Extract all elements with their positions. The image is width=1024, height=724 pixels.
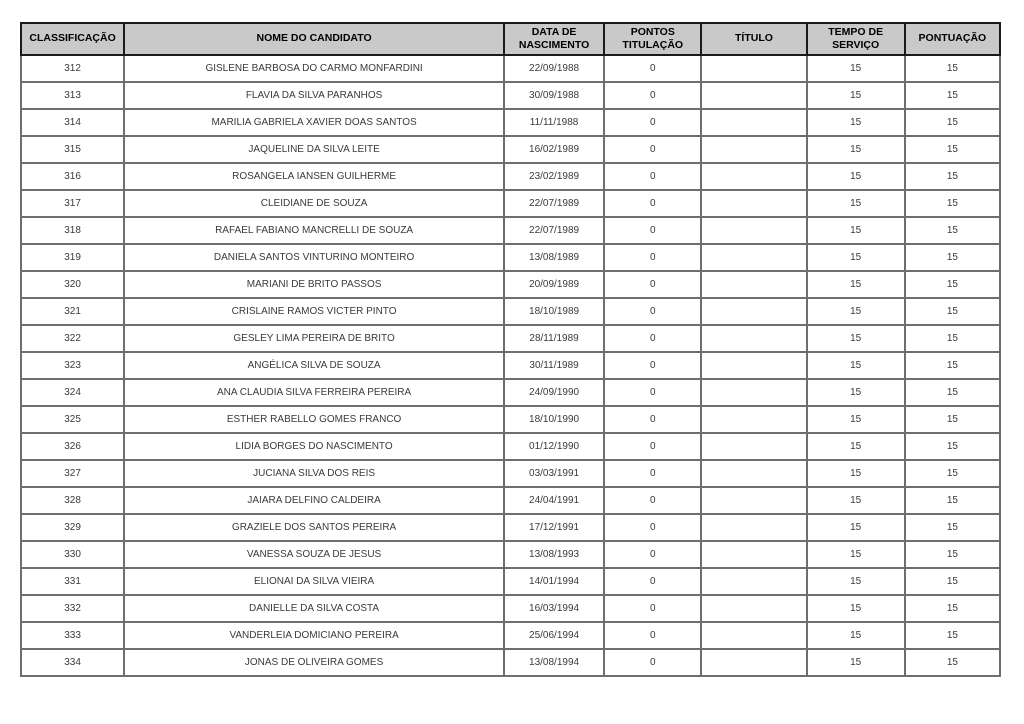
cell-tempo_servico: 15 (807, 379, 905, 406)
cell-tempo_servico: 15 (807, 190, 905, 217)
header-row (21, 23, 1000, 55)
cell-tempo_servico: 15 (807, 55, 905, 82)
cell-tempo_servico: 15 (807, 514, 905, 541)
cell-classificacao: 321 (21, 298, 124, 325)
cell-titulo (701, 82, 806, 109)
cell-data_nascimento: 20/09/1989 (504, 271, 604, 298)
cell-titulo (701, 109, 806, 136)
cell-pontuacao: 15 (905, 190, 1000, 217)
column-header-classificacao: CLASSIFICAÇÃO (21, 23, 124, 55)
cell-pontos_titulacao: 0 (604, 298, 701, 325)
table-row (21, 136, 1000, 163)
column-header-nome: NOME DO CANDIDATO (124, 23, 504, 55)
table-row (21, 622, 1000, 649)
cell-pontos_titulacao: 0 (604, 82, 701, 109)
cell-tempo_servico: 15 (807, 136, 905, 163)
cell-data_nascimento: 23/02/1989 (504, 163, 604, 190)
cell-tempo_servico: 15 (807, 217, 905, 244)
cell-tempo_servico: 15 (807, 622, 905, 649)
cell-classificacao: 314 (21, 109, 124, 136)
cell-pontuacao: 15 (905, 217, 1000, 244)
column-header-pontuacao: PONTUAÇÃO (905, 23, 1000, 55)
ranking-table-container (20, 22, 1001, 677)
cell-pontuacao: 15 (905, 541, 1000, 568)
cell-classificacao: 318 (21, 217, 124, 244)
cell-pontos_titulacao: 0 (604, 163, 701, 190)
cell-data_nascimento: 22/09/1988 (504, 55, 604, 82)
cell-tempo_servico: 15 (807, 163, 905, 190)
cell-classificacao: 326 (21, 433, 124, 460)
cell-pontuacao: 15 (905, 244, 1000, 271)
table-row (21, 271, 1000, 298)
column-header-titulo: TÍTULO (701, 23, 806, 55)
cell-pontuacao: 15 (905, 352, 1000, 379)
cell-pontuacao: 15 (905, 406, 1000, 433)
cell-titulo (701, 298, 806, 325)
cell-titulo (701, 541, 806, 568)
cell-nome: RAFAEL FABIANO MANCRELLI DE SOUZA (124, 217, 504, 244)
cell-tempo_servico: 15 (807, 460, 905, 487)
cell-pontos_titulacao: 0 (604, 352, 701, 379)
cell-nome: DANIELLE DA SILVA COSTA (124, 595, 504, 622)
cell-nome: GESLEY LIMA PEREIRA DE BRITO (124, 325, 504, 352)
cell-tempo_servico: 15 (807, 433, 905, 460)
cell-pontos_titulacao: 0 (604, 379, 701, 406)
cell-pontos_titulacao: 0 (604, 595, 701, 622)
cell-classificacao: 313 (21, 82, 124, 109)
cell-pontuacao: 15 (905, 163, 1000, 190)
cell-titulo (701, 55, 806, 82)
cell-titulo (701, 190, 806, 217)
cell-nome: JONAS DE OLIVEIRA GOMES (124, 649, 504, 676)
cell-pontuacao: 15 (905, 460, 1000, 487)
table-row (21, 217, 1000, 244)
cell-classificacao: 315 (21, 136, 124, 163)
cell-pontuacao: 15 (905, 55, 1000, 82)
cell-data_nascimento: 22/07/1989 (504, 190, 604, 217)
table-row (21, 460, 1000, 487)
cell-titulo (701, 136, 806, 163)
cell-classificacao: 332 (21, 595, 124, 622)
table-row (21, 298, 1000, 325)
table-row (21, 352, 1000, 379)
cell-nome: CRISLAINE RAMOS VICTER PINTO (124, 298, 504, 325)
cell-nome: JUCIANA SILVA DOS REIS (124, 460, 504, 487)
cell-pontos_titulacao: 0 (604, 487, 701, 514)
cell-titulo (701, 379, 806, 406)
cell-titulo (701, 460, 806, 487)
cell-classificacao: 334 (21, 649, 124, 676)
cell-nome: MARIANI DE BRITO PASSOS (124, 271, 504, 298)
cell-data_nascimento: 13/08/1989 (504, 244, 604, 271)
cell-nome: DANIELA SANTOS VINTURINO MONTEIRO (124, 244, 504, 271)
cell-classificacao: 323 (21, 352, 124, 379)
cell-pontuacao: 15 (905, 595, 1000, 622)
cell-nome: VANDERLEIA DOMICIANO PEREIRA (124, 622, 504, 649)
table-row (21, 379, 1000, 406)
cell-nome: ANGÉLICA SILVA DE SOUZA (124, 352, 504, 379)
cell-nome: LIDIA BORGES DO NASCIMENTO (124, 433, 504, 460)
cell-tempo_servico: 15 (807, 568, 905, 595)
table-body (21, 55, 1000, 676)
cell-data_nascimento: 22/07/1989 (504, 217, 604, 244)
cell-nome: ANA CLAUDIA SILVA FERREIRA PEREIRA (124, 379, 504, 406)
cell-data_nascimento: 18/10/1990 (504, 406, 604, 433)
cell-tempo_servico: 15 (807, 487, 905, 514)
column-header-tempo_servico: TEMPO DE SERVIÇO (807, 23, 905, 55)
cell-tempo_servico: 15 (807, 298, 905, 325)
cell-data_nascimento: 13/08/1994 (504, 649, 604, 676)
cell-pontuacao: 15 (905, 109, 1000, 136)
cell-tempo_servico: 15 (807, 352, 905, 379)
cell-nome: JAQUELINE DA SILVA LEITE (124, 136, 504, 163)
cell-pontuacao: 15 (905, 433, 1000, 460)
cell-classificacao: 319 (21, 244, 124, 271)
table-row (21, 109, 1000, 136)
table-row (21, 541, 1000, 568)
cell-pontos_titulacao: 0 (604, 325, 701, 352)
cell-classificacao: 322 (21, 325, 124, 352)
cell-tempo_servico: 15 (807, 109, 905, 136)
cell-pontos_titulacao: 0 (604, 541, 701, 568)
cell-pontos_titulacao: 0 (604, 622, 701, 649)
cell-pontuacao: 15 (905, 271, 1000, 298)
cell-classificacao: 320 (21, 271, 124, 298)
cell-classificacao: 312 (21, 55, 124, 82)
ranking-table (20, 22, 1001, 677)
column-header-pontos_titulacao: PONTOS TITULAÇÃO (604, 23, 701, 55)
cell-data_nascimento: 11/11/1988 (504, 109, 604, 136)
cell-pontuacao: 15 (905, 136, 1000, 163)
table-row (21, 514, 1000, 541)
cell-pontos_titulacao: 0 (604, 271, 701, 298)
table-row (21, 649, 1000, 676)
cell-classificacao: 329 (21, 514, 124, 541)
cell-classificacao: 324 (21, 379, 124, 406)
cell-titulo (701, 595, 806, 622)
cell-pontuacao: 15 (905, 298, 1000, 325)
cell-titulo (701, 352, 806, 379)
cell-titulo (701, 622, 806, 649)
table-row (21, 568, 1000, 595)
cell-pontos_titulacao: 0 (604, 109, 701, 136)
cell-titulo (701, 568, 806, 595)
cell-data_nascimento: 13/08/1993 (504, 541, 604, 568)
cell-pontos_titulacao: 0 (604, 460, 701, 487)
cell-titulo (701, 217, 806, 244)
cell-nome: VANESSA SOUZA DE JESUS (124, 541, 504, 568)
cell-titulo (701, 649, 806, 676)
table-row (21, 595, 1000, 622)
table-row (21, 433, 1000, 460)
table-row (21, 163, 1000, 190)
cell-data_nascimento: 28/11/1989 (504, 325, 604, 352)
cell-data_nascimento: 16/03/1994 (504, 595, 604, 622)
cell-pontuacao: 15 (905, 622, 1000, 649)
cell-pontos_titulacao: 0 (604, 55, 701, 82)
cell-nome: CLEIDIANE DE SOUZA (124, 190, 504, 217)
cell-tempo_servico: 15 (807, 82, 905, 109)
cell-nome: GISLENE BARBOSA DO CARMO MONFARDINI (124, 55, 504, 82)
cell-tempo_servico: 15 (807, 271, 905, 298)
cell-tempo_servico: 15 (807, 406, 905, 433)
cell-tempo_servico: 15 (807, 649, 905, 676)
table-row (21, 244, 1000, 271)
cell-pontos_titulacao: 0 (604, 514, 701, 541)
cell-classificacao: 325 (21, 406, 124, 433)
cell-pontuacao: 15 (905, 379, 1000, 406)
cell-data_nascimento: 16/02/1989 (504, 136, 604, 163)
cell-pontuacao: 15 (905, 649, 1000, 676)
cell-titulo (701, 514, 806, 541)
cell-titulo (701, 325, 806, 352)
cell-pontuacao: 15 (905, 325, 1000, 352)
cell-pontuacao: 15 (905, 82, 1000, 109)
cell-nome: FLAVIA DA SILVA PARANHOS (124, 82, 504, 109)
cell-pontos_titulacao: 0 (604, 217, 701, 244)
cell-nome: MARILIA GABRIELA XAVIER DOAS SANTOS (124, 109, 504, 136)
cell-classificacao: 327 (21, 460, 124, 487)
cell-titulo (701, 271, 806, 298)
cell-nome: ROSANGELA IANSEN GUILHERME (124, 163, 504, 190)
cell-titulo (701, 433, 806, 460)
cell-data_nascimento: 18/10/1989 (504, 298, 604, 325)
cell-nome: ESTHER RABELLO GOMES FRANCO (124, 406, 504, 433)
cell-titulo (701, 487, 806, 514)
cell-data_nascimento: 30/09/1988 (504, 82, 604, 109)
cell-pontos_titulacao: 0 (604, 190, 701, 217)
cell-pontos_titulacao: 0 (604, 649, 701, 676)
cell-pontos_titulacao: 0 (604, 406, 701, 433)
cell-nome: JAIARA DELFINO CALDEIRA (124, 487, 504, 514)
cell-classificacao: 316 (21, 163, 124, 190)
cell-classificacao: 328 (21, 487, 124, 514)
cell-data_nascimento: 24/09/1990 (504, 379, 604, 406)
cell-pontos_titulacao: 0 (604, 136, 701, 163)
cell-data_nascimento: 17/12/1991 (504, 514, 604, 541)
cell-classificacao: 331 (21, 568, 124, 595)
cell-titulo (701, 406, 806, 433)
table-header (21, 23, 1000, 55)
column-header-data_nascimento: DATA DE NASCIMENTO (504, 23, 604, 55)
cell-classificacao: 333 (21, 622, 124, 649)
cell-pontuacao: 15 (905, 487, 1000, 514)
cell-tempo_servico: 15 (807, 244, 905, 271)
table-row (21, 82, 1000, 109)
cell-nome: ELIONAI DA SILVA VIEIRA (124, 568, 504, 595)
cell-titulo (701, 244, 806, 271)
cell-pontos_titulacao: 0 (604, 433, 701, 460)
cell-pontuacao: 15 (905, 568, 1000, 595)
cell-data_nascimento: 14/01/1994 (504, 568, 604, 595)
table-row (21, 190, 1000, 217)
cell-tempo_servico: 15 (807, 595, 905, 622)
cell-pontuacao: 15 (905, 514, 1000, 541)
cell-nome: GRAZIELE DOS SANTOS PEREIRA (124, 514, 504, 541)
cell-data_nascimento: 30/11/1989 (504, 352, 604, 379)
table-row (21, 487, 1000, 514)
cell-pontos_titulacao: 0 (604, 244, 701, 271)
cell-data_nascimento: 03/03/1991 (504, 460, 604, 487)
cell-tempo_servico: 15 (807, 541, 905, 568)
table-row (21, 406, 1000, 433)
cell-classificacao: 317 (21, 190, 124, 217)
cell-pontos_titulacao: 0 (604, 568, 701, 595)
cell-data_nascimento: 01/12/1990 (504, 433, 604, 460)
cell-data_nascimento: 24/04/1991 (504, 487, 604, 514)
table-row (21, 325, 1000, 352)
cell-titulo (701, 163, 806, 190)
cell-tempo_servico: 15 (807, 325, 905, 352)
table-row (21, 55, 1000, 82)
cell-classificacao: 330 (21, 541, 124, 568)
cell-data_nascimento: 25/06/1994 (504, 622, 604, 649)
